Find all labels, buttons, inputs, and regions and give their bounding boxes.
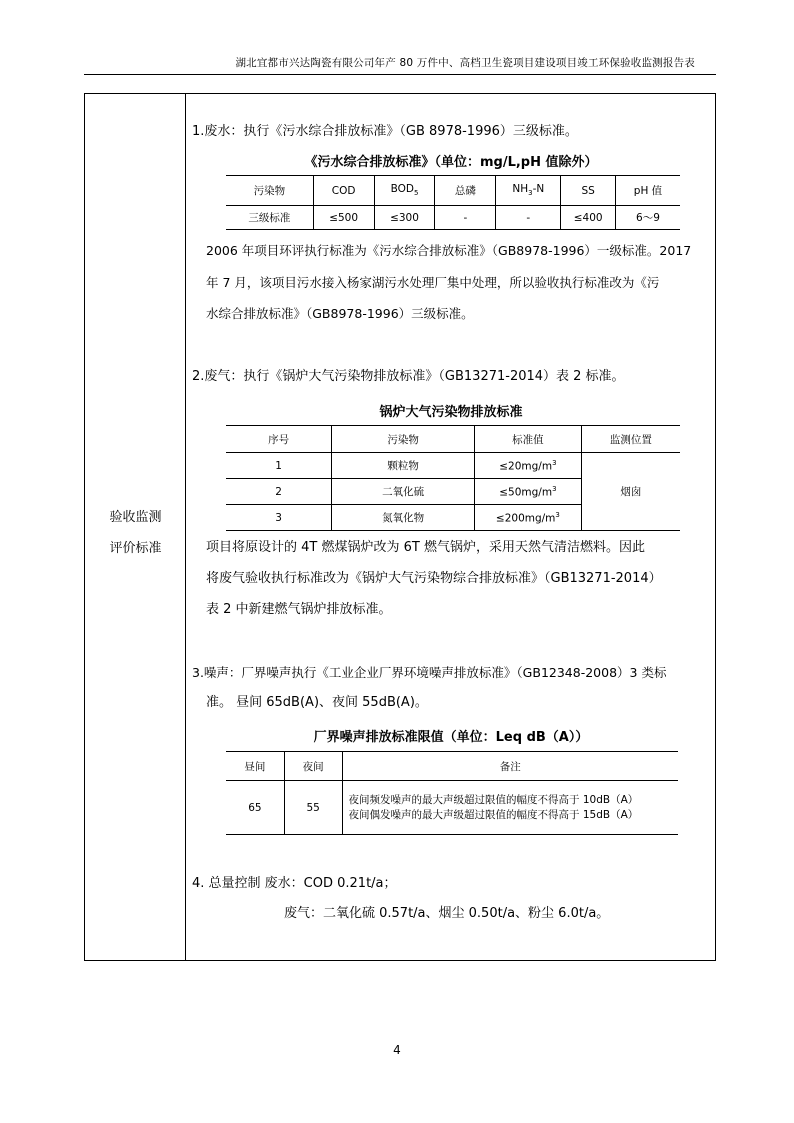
ww-h-nh3n: $NH_3-N$ — [496, 176, 561, 206]
content-area — [186, 94, 715, 960]
wastewater-caption: 《污水综合排放标准》（单位：mg/L,pH 值除外） — [304, 155, 598, 170]
left-label-line1: 验收监测 — [109, 510, 162, 525]
ww-h-cod: COD — [313, 176, 374, 206]
ns-h-day: 昼间 — [226, 752, 284, 781]
wastewater-table — [226, 175, 680, 230]
noise-heading-2: 准。 昼间 65dB(A)、夜间 55dB(A)。 — [206, 695, 428, 710]
left-label-line2: 评价标准 — [109, 541, 162, 556]
main-frame — [84, 93, 716, 961]
ex-r3-pollutant: 氮氧化物 — [332, 505, 475, 531]
exhaust-table — [226, 425, 680, 531]
ns-r-day: 65 — [226, 781, 284, 835]
wastewater-note-2: 年 7 月，该项目污水接入杨家湖污水处理厂集中处理，所以验收执行标准改为《污 — [206, 275, 660, 290]
ww-r-nh3n: - — [496, 206, 561, 230]
ex-r1-pollutant: 颗粒物 — [332, 453, 475, 479]
total-line-2: 废气：二氧化硫 0.57t/a、烟尘 0.50t/a、粉尘 6.0t/a。 — [284, 906, 610, 921]
ex-r2-no: 2 — [226, 479, 332, 505]
ww-h-ss: SS — [561, 176, 616, 206]
wastewater-note-1: 2006 年项目环评执行标准为《污水综合排放标准》（GB8978-1996）一级标准。2017 — [206, 243, 692, 258]
ns-r-night: 55 — [284, 781, 342, 835]
ex-h-pollutant: 污染物 — [332, 426, 475, 453]
ww-r-cod: ≤500 — [313, 206, 374, 230]
left-column — [85, 94, 186, 960]
exhaust-note-1: 项目将原设计的 4T 燃煤锅炉改为 6T 燃气锅炉，采用天然气清洁燃料。因此 — [206, 540, 645, 555]
wastewater-heading: 1.废水：执行《污水综合排放标准》（GB 8978-1996）三级标准。 — [192, 124, 578, 139]
ww-h-pollutant: 污染物 — [226, 176, 313, 206]
ww-r-ss: ≤400 — [561, 206, 616, 230]
ex-r2-value: $\le 50mg/m^3$ — [475, 479, 582, 505]
ww-r-grade: 三级标准 — [226, 206, 313, 230]
ww-r-ph: 6～9 — [615, 206, 680, 230]
ex-h-no: 序号 — [226, 426, 332, 453]
ww-h-ph: pH 值 — [615, 176, 680, 206]
ww-h-tp: 总磷 — [435, 176, 496, 206]
total-line-1: 4. 总量控制 废水：COD 0.21t/a； — [192, 876, 397, 891]
ww-h-bod: $BOD_5$ — [374, 176, 435, 206]
wastewater-note-3: 水综合排放标准》（GB8978-1996）三级标准。 — [206, 306, 474, 321]
ns-h-night: 夜间 — [284, 752, 342, 781]
ww-r-bod: ≤300 — [374, 206, 435, 230]
ex-r2-pollutant: 二氧化硫 — [332, 479, 475, 505]
ww-r-tp: - — [435, 206, 496, 230]
report-header: 湖北宜都市兴达陶瓷有限公司年产 80 万件中、高档卫生瓷项目建设项目竣工环保验收监测报告表 — [235, 57, 695, 69]
exhaust-note-2: 将废气验收执行标准改为《锅炉大气污染物综合排放标准》（GB13271-2014） — [206, 571, 662, 586]
ex-r3-no: 3 — [226, 505, 332, 531]
exhaust-heading: 2.废气：执行《锅炉大气污染物排放标准》（GB13271-2014）表 2 标准。 — [192, 369, 625, 384]
exhaust-note-3: 表 2 中新建燃气锅炉排放标准。 — [206, 602, 392, 617]
ex-h-value: 标准值 — [475, 426, 582, 453]
ns-h-remark: 备注 — [342, 752, 678, 781]
ex-h-location: 监测位置 — [581, 426, 680, 453]
noise-caption: 厂界噪声排放标准限值（单位：Leq dB（A）） — [313, 730, 589, 745]
noise-heading-1: 3.噪声：厂界噪声执行《工业企业厂界环境噪声排放标准》（GB12348-2008）3 类标 — [192, 665, 667, 680]
exhaust-caption: 锅炉大气污染物排放标准 — [379, 405, 523, 420]
ex-r3-value: $\le 200mg/m^3$ — [475, 505, 582, 531]
ns-r-remark — [342, 781, 678, 835]
page-number: 4 — [393, 1043, 401, 1057]
ex-location: 烟囱 — [581, 453, 680, 531]
header-rule — [84, 74, 716, 75]
ns-remark-1: 夜间频发噪声的最大声级超过限值的幅度不得高于 10dB（A） — [348, 793, 639, 806]
ex-r1-value: $\le 20mg/m^3$ — [475, 453, 582, 479]
ex-r1-no: 1 — [226, 453, 332, 479]
noise-table — [226, 751, 678, 835]
ns-remark-2: 夜间偶发噪声的最大声级超过限值的幅度不得高于 15dB（A） — [348, 808, 639, 821]
